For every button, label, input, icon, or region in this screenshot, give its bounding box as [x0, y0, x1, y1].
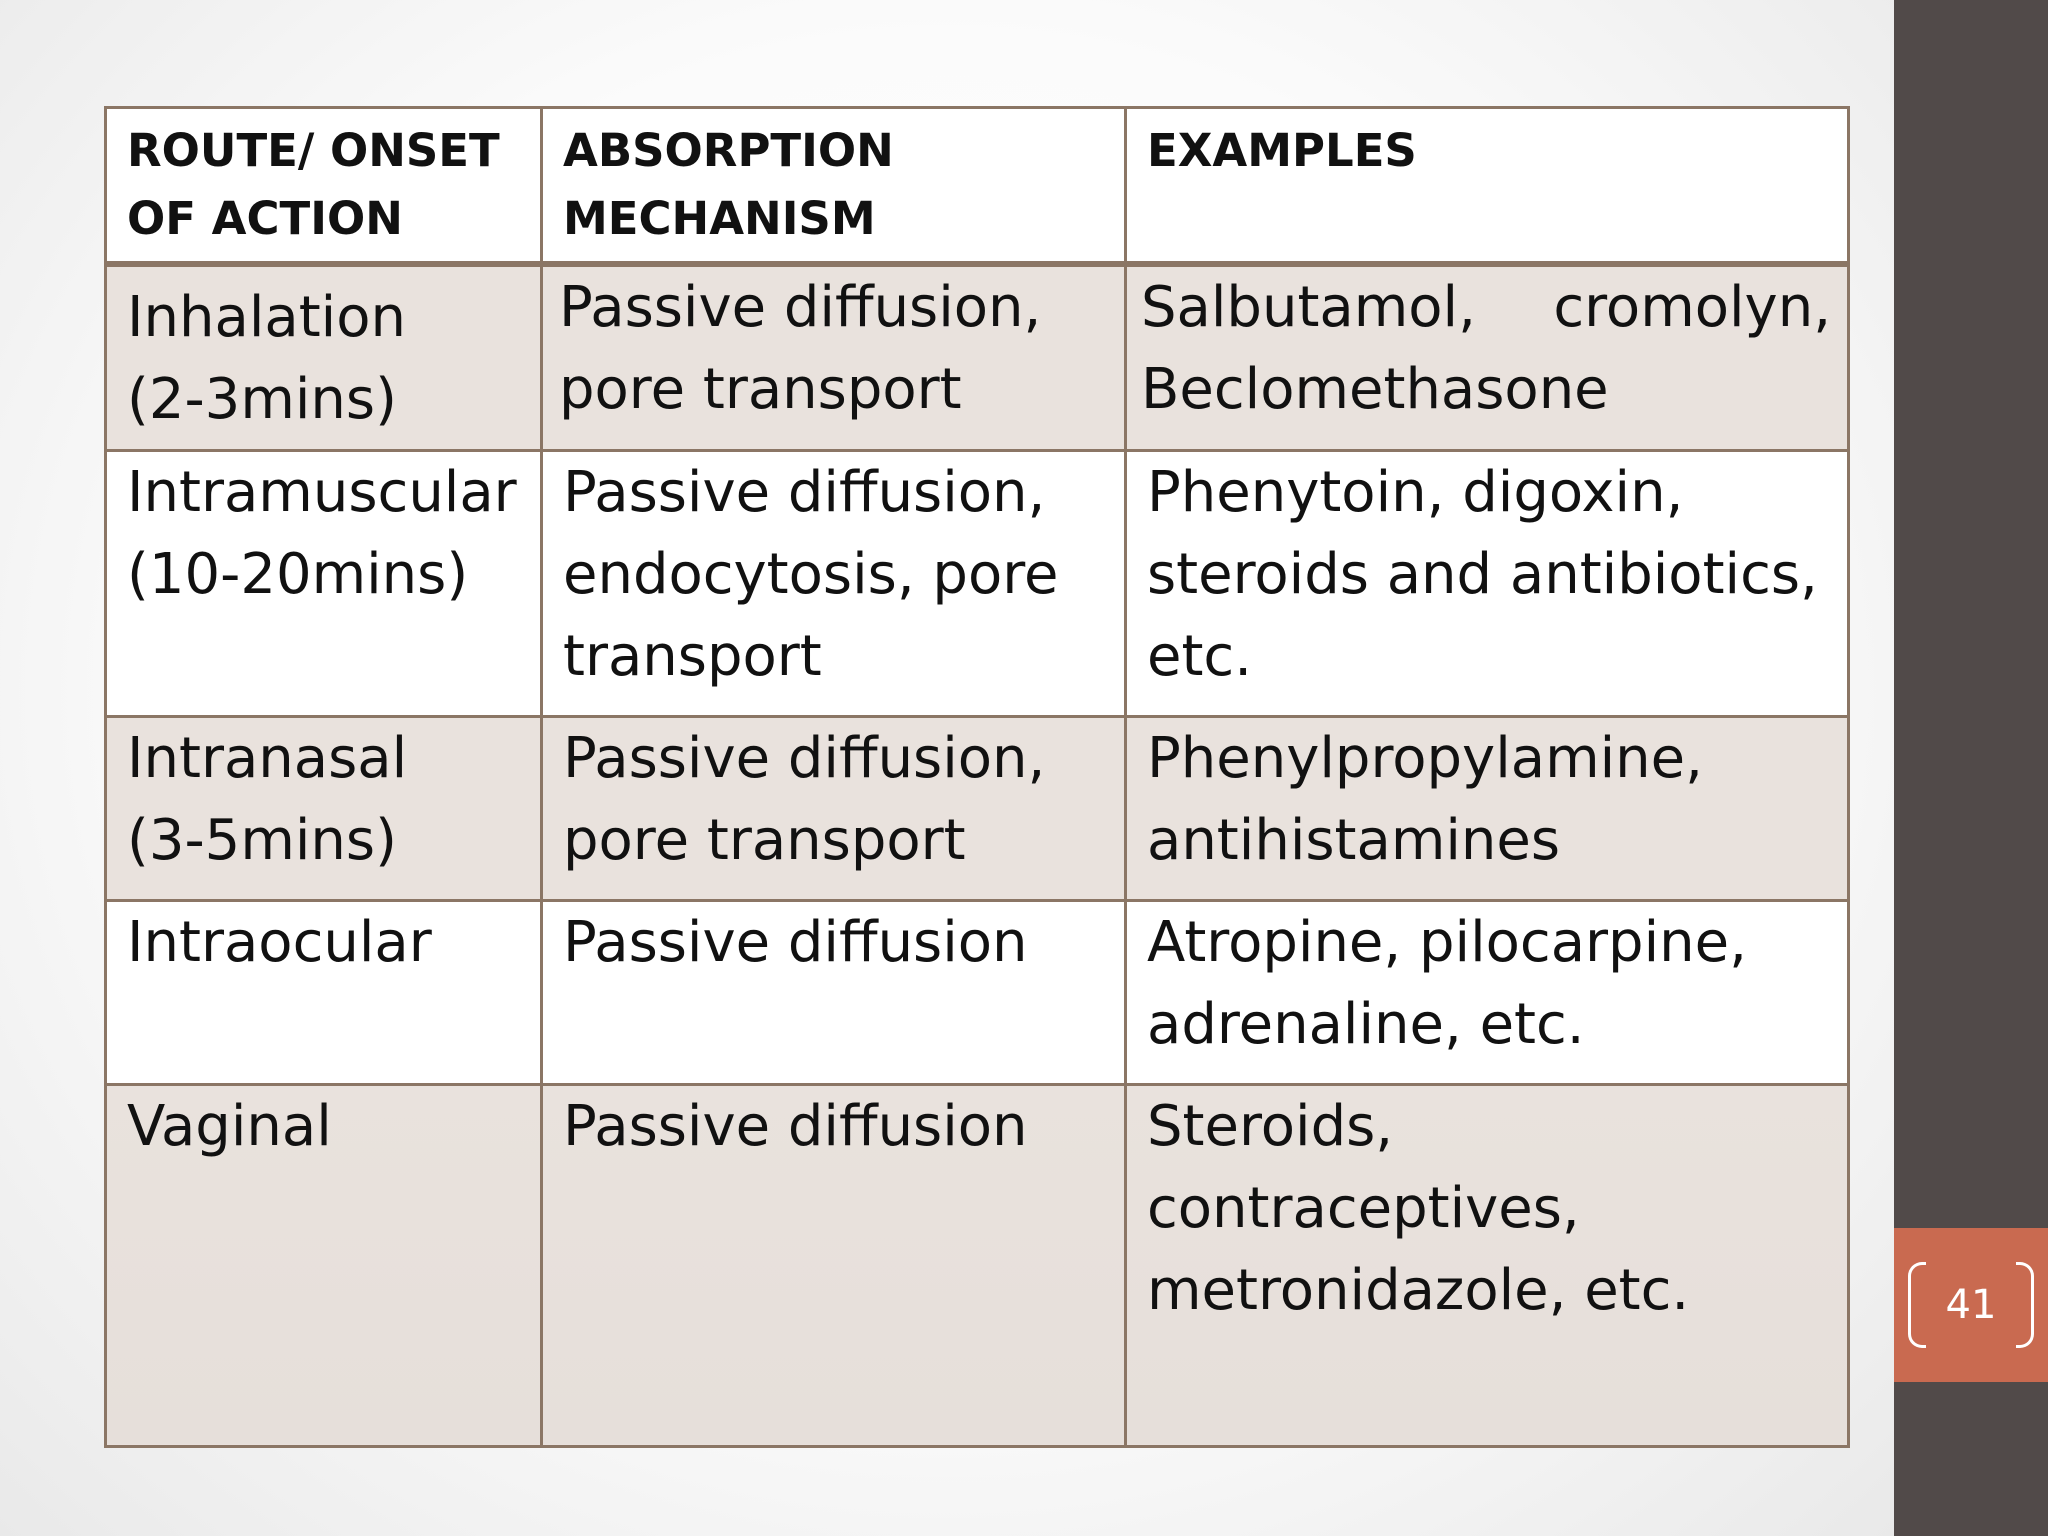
route-line: (3-5mins) — [127, 807, 397, 873]
examples-line: steroids and antibiotics, — [1147, 541, 1818, 607]
mechanism-cell — [542, 716, 1126, 900]
examples-line: antihistamines — [1147, 807, 1561, 873]
examples-line: Beclomethasone — [1141, 357, 1609, 422]
mechanism-line: pore transport — [563, 807, 966, 873]
mechanism-cell — [542, 900, 1126, 1084]
table-row — [106, 264, 1849, 450]
mechanism-cell — [542, 1084, 1126, 1446]
header-examples — [1126, 108, 1849, 265]
absorption-routes-table — [104, 106, 1850, 1448]
mechanism-line: Passive diffusion — [563, 1093, 1028, 1159]
header-examples-line-1: EXAMPLES — [1147, 124, 1417, 177]
table-header-row — [106, 108, 1849, 265]
examples-line: Steroids, contraceptives, — [1147, 1093, 1580, 1241]
mechanism-line: pore transport — [559, 357, 962, 422]
header-absorption-mechanism — [542, 108, 1126, 265]
mechanism-line: Passive diffusion — [563, 909, 1028, 975]
route-line: Vaginal — [127, 1093, 332, 1159]
examples-word: Salbutamol, — [1141, 275, 1476, 340]
examples-word: cromolyn, — [1553, 275, 1831, 340]
route-line: Inhalation — [127, 285, 406, 350]
examples-line: Phenytoin, digoxin, — [1147, 459, 1684, 525]
examples-line: Atropine, pilocarpine, — [1147, 909, 1747, 975]
mechanism-line: Passive diffusion, — [563, 725, 1046, 791]
mechanism-cell — [542, 264, 1126, 450]
header-route-onset — [106, 108, 542, 265]
examples-line-justified — [1141, 267, 1831, 349]
examples-cell — [1126, 264, 1849, 450]
table-row — [106, 716, 1849, 900]
header-route-line-2: OF ACTION — [127, 192, 403, 245]
header-mechanism-line-1: ABSORPTION — [563, 124, 894, 177]
examples-cell — [1126, 900, 1849, 1084]
examples-line: Phenylpropylamine, — [1147, 725, 1703, 791]
examples-line: metronidazole, etc. — [1147, 1257, 1690, 1323]
examples-line: adrenaline, etc. — [1147, 991, 1585, 1057]
mechanism-cell — [542, 450, 1126, 716]
route-line: Intraocular — [127, 909, 432, 975]
examples-cell — [1126, 716, 1849, 900]
route-line: Intranasal — [127, 725, 408, 791]
examples-cell — [1126, 1084, 1849, 1446]
mechanism-line: transport — [563, 623, 822, 689]
header-mechanism-line-2: MECHANISM — [563, 192, 876, 245]
route-line: (10-20mins) — [127, 541, 469, 607]
mechanism-line: Passive diffusion, — [559, 275, 1042, 340]
examples-cell — [1126, 450, 1849, 716]
table-row — [106, 450, 1849, 716]
header-route-line-1: ROUTE/ ONSET — [127, 124, 500, 177]
mechanism-line: endocytosis, pore — [563, 541, 1059, 607]
route-cell — [106, 264, 542, 450]
mechanism-line: Passive diffusion, — [563, 459, 1046, 525]
route-cell — [106, 900, 542, 1084]
right-bracket-icon — [2016, 1262, 2034, 1348]
route-cell — [106, 1084, 542, 1446]
table-row — [106, 900, 1849, 1084]
page-number: 41 — [1945, 1282, 1997, 1328]
examples-line: etc. — [1147, 623, 1252, 689]
route-cell — [106, 716, 542, 900]
table-row — [106, 1084, 1849, 1446]
page-number-box — [1894, 1228, 2048, 1382]
route-cell — [106, 450, 542, 716]
route-line: (2-3mins) — [127, 367, 397, 432]
route-line: Intramuscular — [127, 459, 517, 525]
